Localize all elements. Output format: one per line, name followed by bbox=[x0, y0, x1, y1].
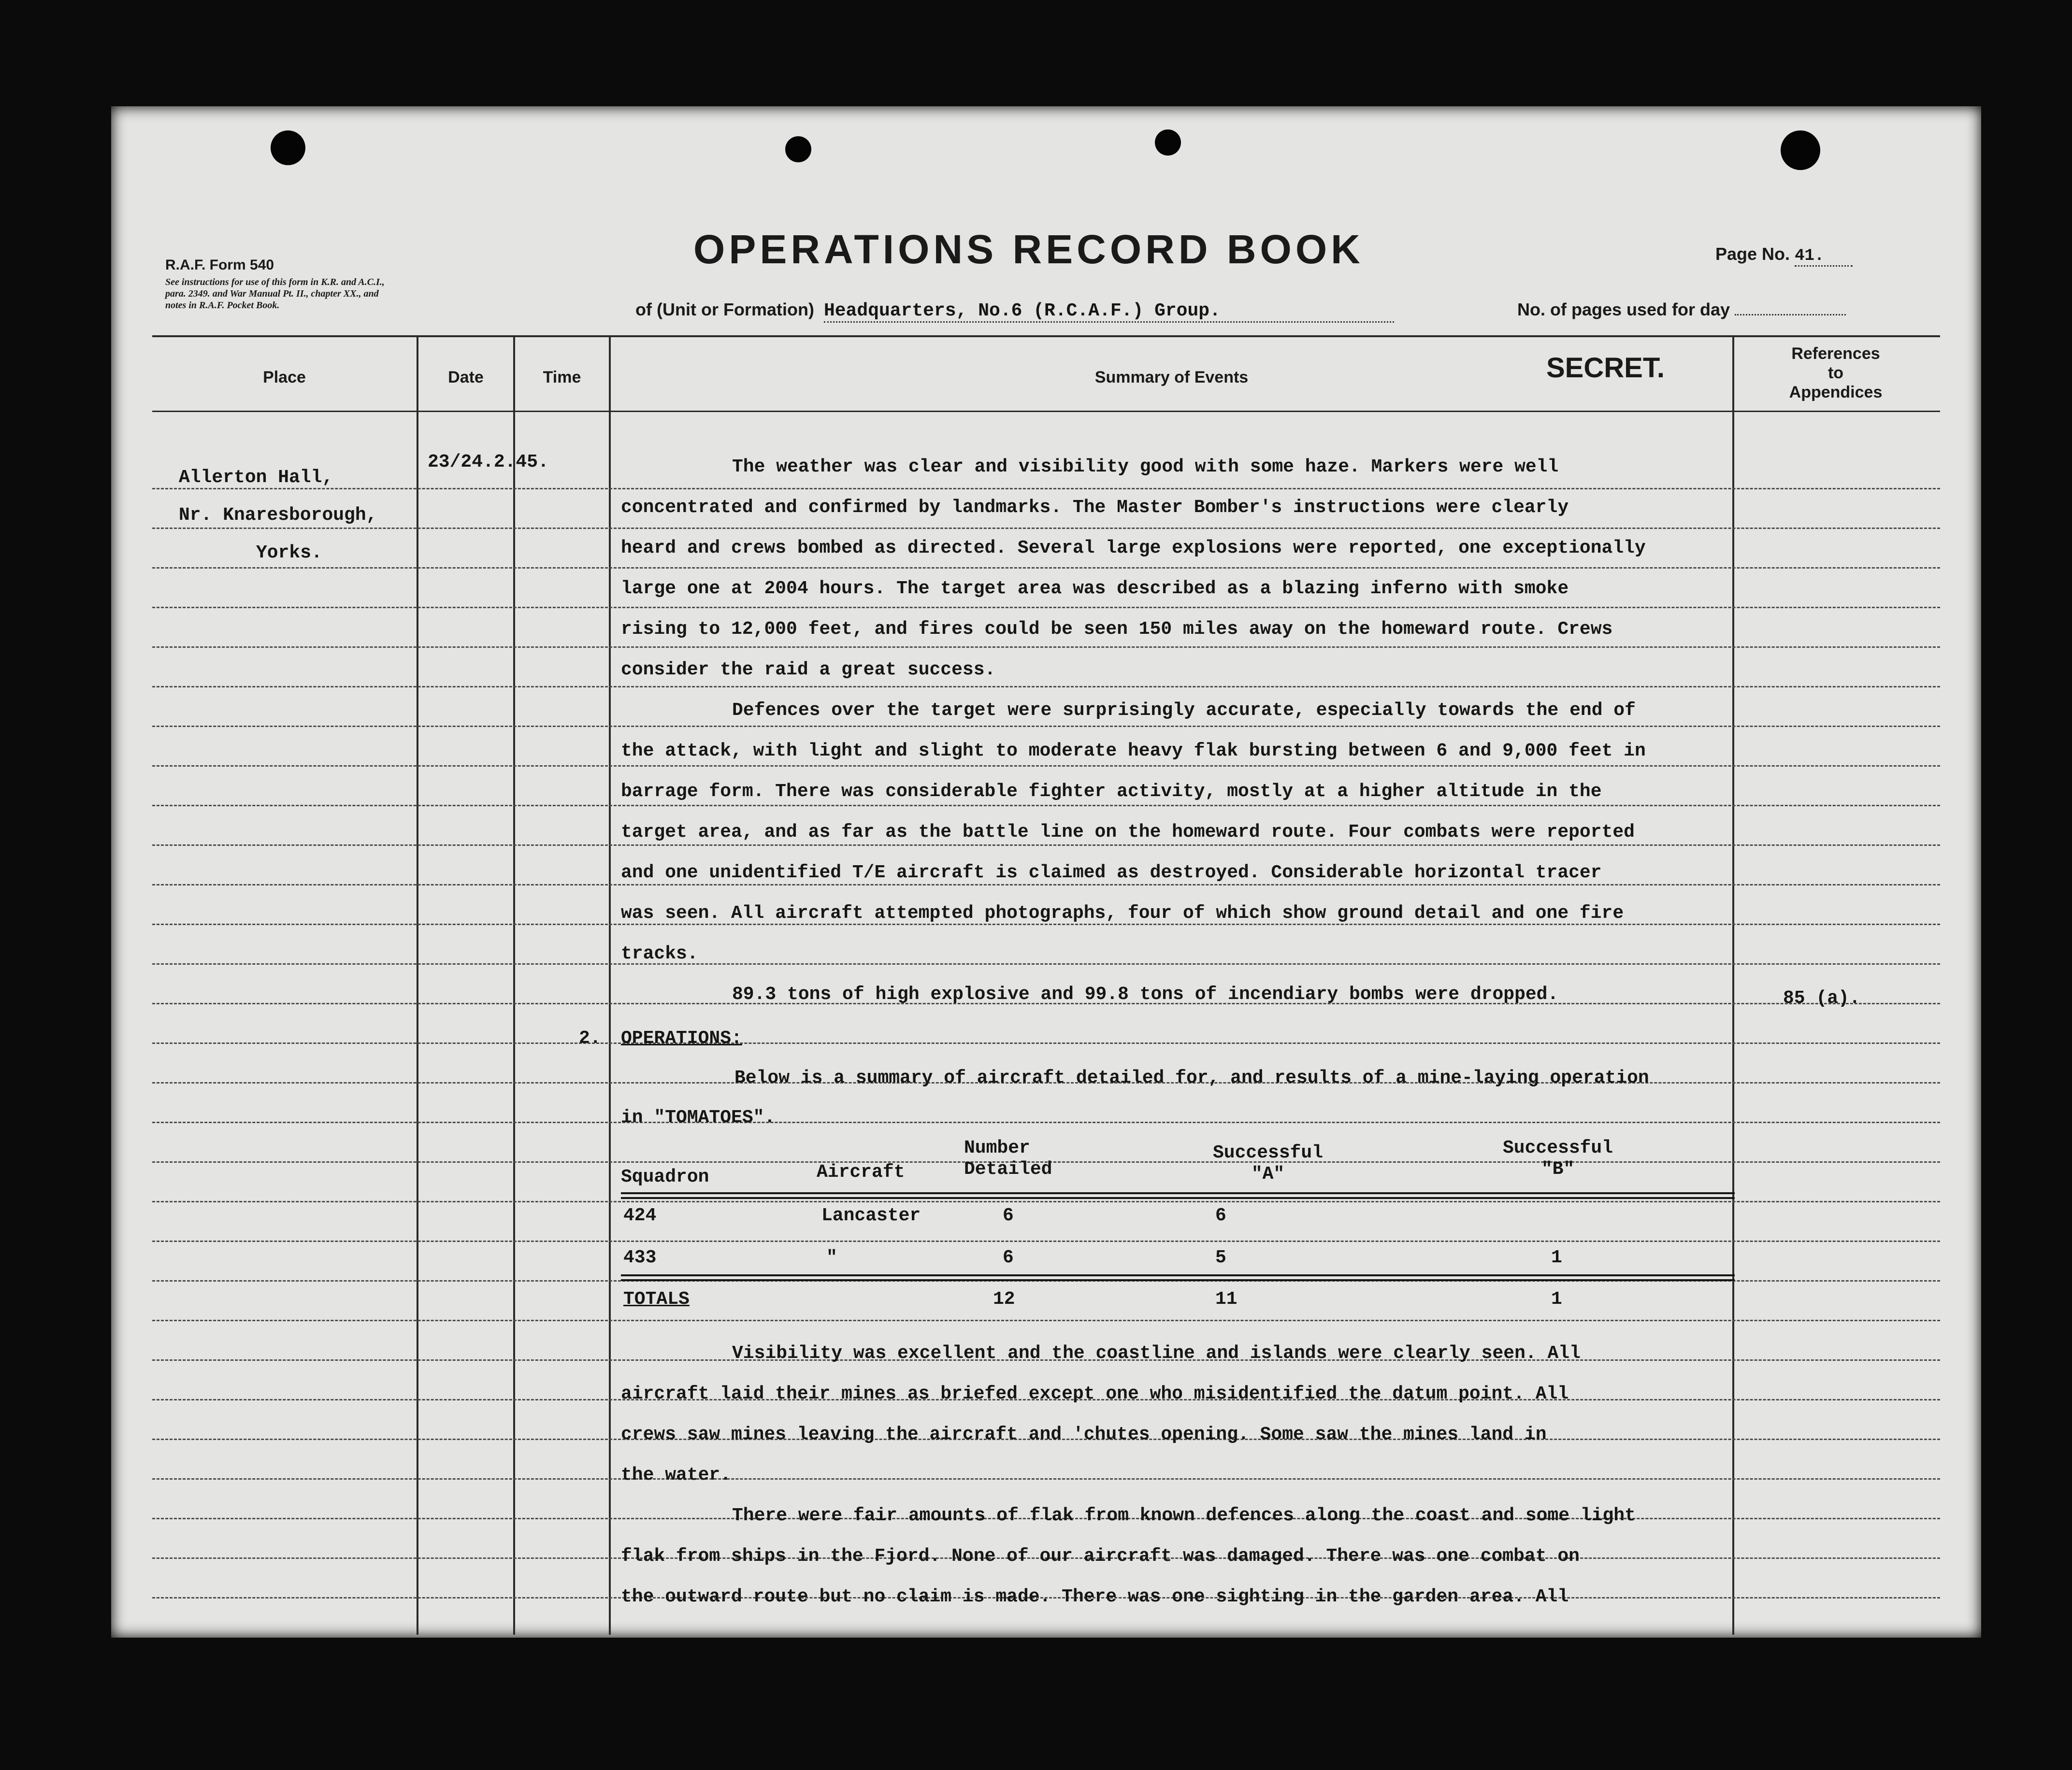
column-header-date: Date bbox=[448, 368, 484, 386]
section-heading: OPERATIONS: bbox=[621, 1028, 742, 1049]
header-line: Successful bbox=[1503, 1138, 1613, 1158]
summary-line: concentrated and confirmed by landmarks. The Master Bomber's instructions were clearly bbox=[621, 497, 1569, 518]
page-number-label: Page No. bbox=[1715, 244, 1790, 264]
results-table-rule bbox=[621, 1192, 1735, 1194]
ruled-line bbox=[152, 1201, 1940, 1202]
closing-line: Visibility was excellent and the coastline and islands were clearly seen. All bbox=[732, 1343, 1581, 1364]
summary-line: the attack, with light and slight to moderate heavy flak bursting between 6 and 9,000 feet in bbox=[621, 741, 1646, 761]
cell-aircraft: Lancaster bbox=[821, 1205, 921, 1226]
cell-successful-a: 6 bbox=[1215, 1205, 1226, 1226]
summary-text bbox=[621, 447, 1646, 1015]
results-table-rule bbox=[621, 1279, 1735, 1281]
pages-used-field bbox=[1517, 300, 1846, 320]
ruled-line bbox=[152, 1042, 1940, 1044]
header-successful-b bbox=[1503, 1138, 1613, 1180]
cell-detailed: 6 bbox=[1003, 1247, 1014, 1268]
page-number-field bbox=[1715, 244, 1853, 267]
form-number: R.A.F. Form 540 bbox=[165, 257, 274, 273]
closing-line: crews saw mines leaving the aircraft and 'chutes opening. Some saw the mines land in bbox=[621, 1424, 1547, 1445]
pages-used-label: No. of pages used for day bbox=[1517, 300, 1730, 319]
header-divider bbox=[152, 411, 1940, 412]
instruction-line: notes in R.A.F. Pocket Book. bbox=[165, 300, 280, 311]
instruction-line: See instructions for use of this form in K.R. and A.C.I., bbox=[165, 277, 385, 287]
closing-line: the water. bbox=[621, 1465, 732, 1485]
header-line: Detailed bbox=[964, 1159, 1052, 1180]
column-header-place: Place bbox=[263, 368, 306, 386]
table-top-border bbox=[152, 335, 1940, 337]
cell-squadron: 424 bbox=[623, 1205, 657, 1226]
reference-appendix: 85 (a). bbox=[1783, 988, 1860, 1009]
punch-hole bbox=[1781, 130, 1820, 170]
unit-field bbox=[635, 300, 1394, 323]
header-aircraft: Aircraft bbox=[817, 1162, 905, 1183]
summary-line: tracks. bbox=[621, 943, 698, 964]
column-header-summary: Summary of Events bbox=[1094, 368, 1249, 386]
punch-hole bbox=[1155, 129, 1181, 156]
header-number-detailed bbox=[964, 1138, 1052, 1180]
column-header-time: Time bbox=[543, 368, 581, 386]
cell-squadron: 433 bbox=[623, 1247, 657, 1268]
summary-line: target area, and as far as the battle line on the homeward route. Four combats were reported bbox=[621, 822, 1635, 842]
summary-line: 89.3 tons of high explosive and 99.8 tons of incendiary bombs were dropped. bbox=[732, 984, 1559, 1005]
closing-line: flak from ships in the Fjord. None of our aircraft was damaged. There was one combat on bbox=[621, 1546, 1580, 1567]
page-title: OPERATIONS RECORD BOOK bbox=[693, 227, 1364, 272]
summary-line: and one unidentified T/E aircraft is claimed as destroyed. Considerable horizontal tracer bbox=[621, 862, 1602, 883]
totals-successful-b: 1 bbox=[1551, 1289, 1562, 1310]
ruled-line bbox=[152, 1241, 1940, 1242]
classification-stamp: SECRET. bbox=[1546, 352, 1665, 384]
entry-place bbox=[179, 459, 377, 572]
closing-text bbox=[621, 1333, 1636, 1617]
instruction-line: para. 2349. and War Manual Pt. II., chapter XX., and bbox=[165, 288, 379, 299]
header-line: "B" bbox=[1541, 1159, 1575, 1180]
section-number: 2. bbox=[579, 1028, 601, 1049]
place-line: Yorks. bbox=[256, 542, 322, 563]
cell-successful-a: 5 bbox=[1215, 1247, 1226, 1268]
column-header-references bbox=[1734, 344, 1937, 402]
header-squadron: Squadron bbox=[621, 1167, 709, 1187]
page-number-value: 41. bbox=[1795, 247, 1853, 267]
summary-line: rising to 12,000 feet, and fires could be seen 150 miles away on the homeward route. Crews bbox=[621, 619, 1613, 640]
references-line: References bbox=[1791, 344, 1880, 363]
ruled-line bbox=[152, 1320, 1940, 1321]
summary-line: consider the raid a great success. bbox=[621, 659, 996, 680]
closing-line: aircraft laid their mines as briefed except one who misidentified the datum point. All bbox=[621, 1384, 1569, 1404]
summary-line: The weather was clear and visibility good with some haze. Markers were well bbox=[732, 457, 1559, 477]
cell-successful-b: 1 bbox=[1551, 1247, 1562, 1268]
cell-detailed: 6 bbox=[1003, 1205, 1014, 1226]
summary-line: barrage form. There was considerable fighter activity, mostly at a higher altitude in the bbox=[621, 781, 1602, 802]
entry-date: 23/24.2.45. bbox=[428, 452, 549, 472]
record-sheet bbox=[111, 106, 1981, 1638]
header-successful-a bbox=[1213, 1142, 1323, 1185]
cell-aircraft: " bbox=[826, 1247, 837, 1268]
references-line: to bbox=[1827, 364, 1844, 382]
place-line: Allerton Hall, bbox=[179, 467, 333, 488]
totals-detailed: 12 bbox=[993, 1289, 1015, 1310]
totals-label: TOTALS bbox=[623, 1289, 690, 1310]
section-intro: in "TOMATOES". bbox=[621, 1107, 776, 1128]
references-line: Appendices bbox=[1789, 383, 1883, 401]
results-table-rule bbox=[621, 1274, 1735, 1276]
totals-successful-a: 11 bbox=[1215, 1289, 1237, 1310]
header-line: Successful bbox=[1213, 1142, 1324, 1163]
summary-line: large one at 2004 hours. The target area was described as a blazing inferno with smoke bbox=[621, 578, 1569, 599]
summary-line: was seen. All aircraft attempted photographs, four of which show ground detail and one fire bbox=[621, 903, 1624, 924]
closing-line: the outward route but no claim is made. There was one sighting in the garden area. All bbox=[621, 1586, 1569, 1607]
place-line: Nr. Knaresborough, bbox=[179, 505, 377, 526]
summary-line: heard and crews bombed as directed. Several large explosions were reported, one exceptionally bbox=[621, 538, 1646, 558]
results-table-rule bbox=[621, 1197, 1735, 1199]
section-intro: Below is a summary of aircraft detailed for, and results of a mine-laying operation bbox=[734, 1068, 1649, 1088]
unit-label: of (Unit or Formation) bbox=[635, 300, 814, 319]
summary-line: Defences over the target were surprisingly accurate, especially towards the end of bbox=[732, 700, 1636, 721]
pages-used-value bbox=[1735, 314, 1846, 315]
header-line: Number bbox=[964, 1138, 1030, 1158]
punch-hole bbox=[785, 136, 811, 162]
closing-line: There were fair amounts of flak from known defences along the coast and some light bbox=[732, 1505, 1636, 1526]
header-line: "A" bbox=[1251, 1164, 1285, 1185]
punch-hole bbox=[271, 130, 305, 165]
unit-value: Headquarters, No.6 (R.C.A.F.) Group. bbox=[824, 300, 1394, 323]
form-instructions bbox=[165, 276, 385, 311]
ruled-line bbox=[152, 1122, 1940, 1123]
